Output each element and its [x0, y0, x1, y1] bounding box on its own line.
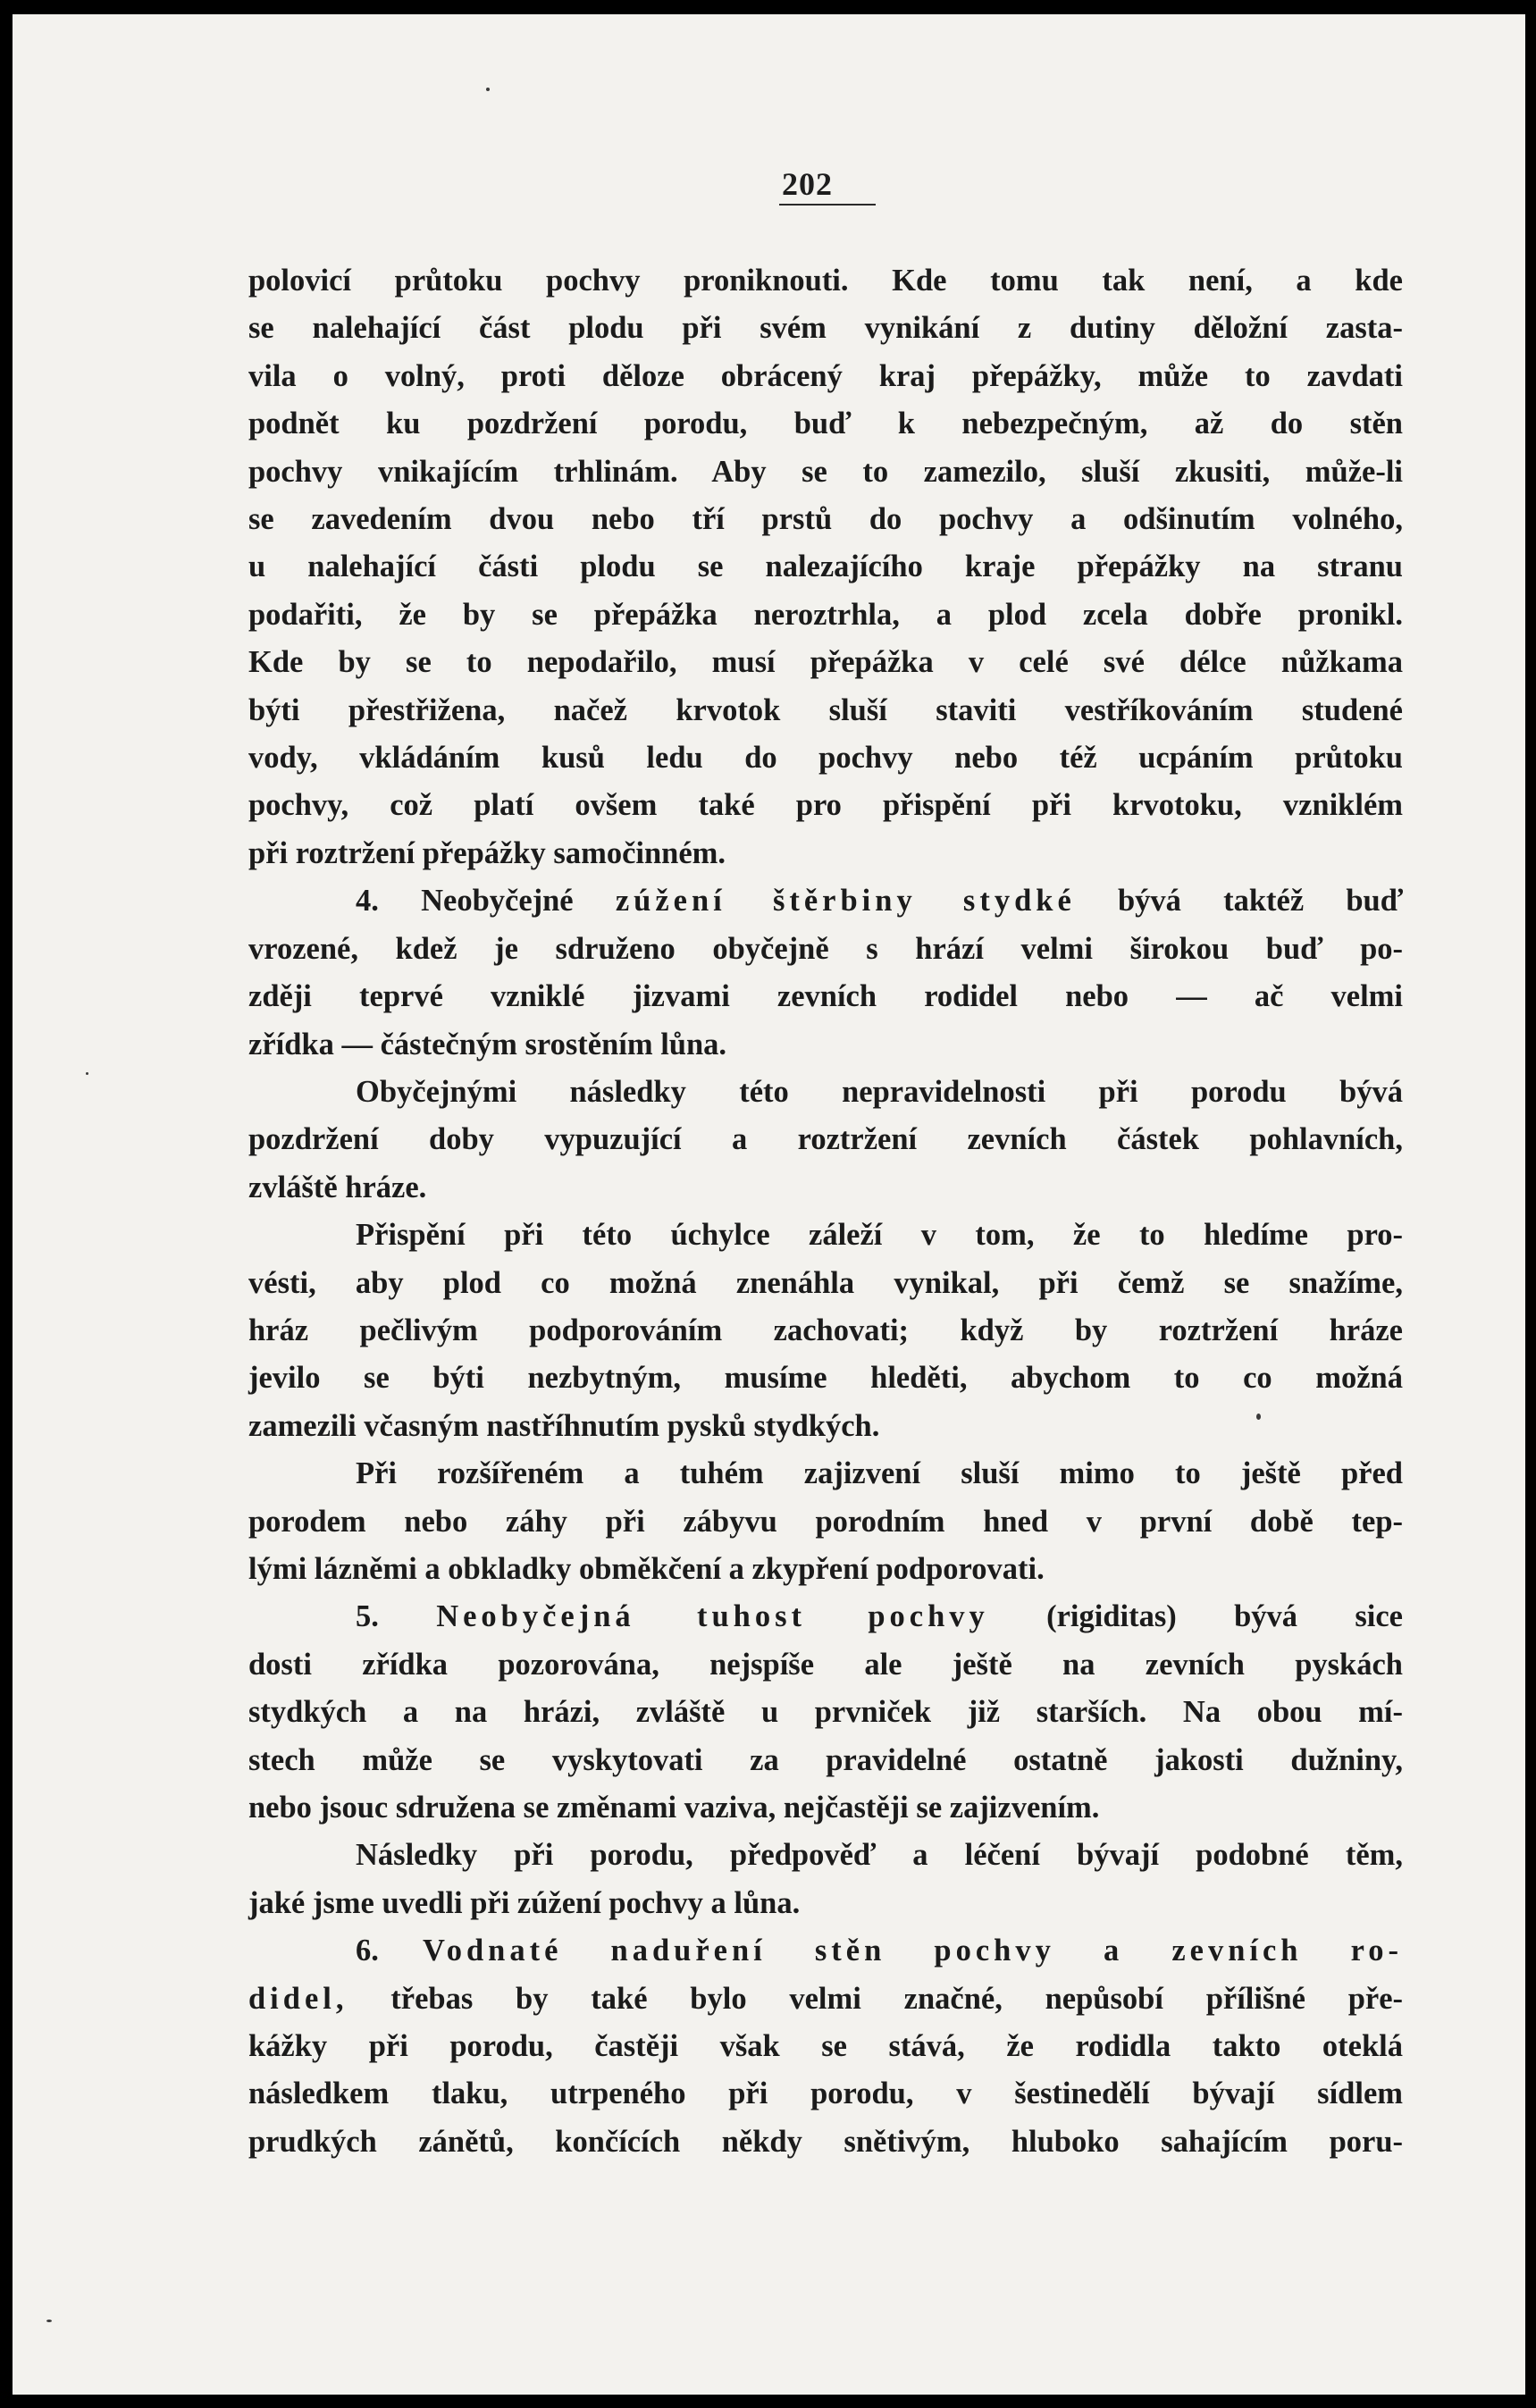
spaced-heading: Neobyčejná tuhost pochvy [436, 1599, 989, 1634]
paragraph-8 [248, 1927, 1403, 2166]
paragraph-3 [248, 1069, 1403, 1212]
text-line: jaké jsme uvedli při zúžení pochvy a lůna. [248, 1885, 801, 1920]
text-line: jevilo se býti nezbytným, musíme hleděti, abychom to co možná [248, 1361, 1403, 1396]
text-run: Při rozšířeném a tuhém zajizvení sluší mimo to ještě před [356, 1456, 1403, 1491]
text-line: vrozené, kdež je sdruženo obyčejně s hrází velmi širokou buď po- [248, 931, 1403, 966]
text-line: dosti zřídka pozorována, nejspíše ale ještě na zevních pyskách [248, 1647, 1403, 1682]
text-line: podařiti, že by se přepážka neroztrhla, a plod zcela dobře pronikl. [248, 597, 1403, 632]
text-run: Následky při porodu, předpověď a léčení bývají podobné těm, [356, 1838, 1403, 1873]
text-run: bývá taktéž buď [1117, 884, 1404, 919]
text-line: nebo jsouc sdružena se změnami vaziva, nejčastěji se zajizvením. [248, 1791, 1100, 1825]
text-line [248, 1832, 1403, 1879]
text-line: následkem tlaku, utrpeného při porodu, v šestinedělí bývají sídlem [248, 2077, 1403, 2111]
text-line: zději teprvé vzniklé jizvami zevních rodidel nebo — ač velmi [248, 979, 1403, 1014]
text-line: vésti, aby plod co možná znenáhla vynikal, při čemž se snažíme, [248, 1265, 1403, 1300]
lead-word: Neobyčejné [421, 884, 574, 919]
text-line: stech může se vyskytovati za pravidelné ostatně jakosti dužniny, [248, 1742, 1403, 1777]
scan-speck [1256, 1414, 1261, 1420]
text-line [248, 1976, 1403, 2023]
text-run: Přispění při této úchylce záleží v tom, že to hledíme pro- [356, 1218, 1403, 1253]
text-line: stydkých a na hrázi, zvláště u prvniček již starších. Na obou mí- [248, 1695, 1403, 1730]
text-line: pozdržení doby vypuzující a roztržení zevních částek pohlavních, [248, 1122, 1403, 1157]
paragraph-6 [248, 1593, 1403, 1832]
section-number: 6. [356, 1934, 379, 1968]
scan-speck [486, 88, 490, 91]
paragraph-2 [248, 877, 1403, 1069]
text-line: lými lázněmi a obkladky obměkčení a zkypření podporovati. [248, 1551, 1045, 1586]
spaced-heading: Vodnaté naduření stěn pochvy a zevních ro- [423, 1934, 1404, 1968]
section-number: 4. [356, 884, 379, 919]
text-line: polovicí průtoku pochvy proniknouti. Kde tomu tak není, a kde [248, 264, 1403, 298]
text-line [248, 1212, 1403, 1259]
text-line: u nalehající části plodu se nalezajícího kraje přepážky na stranu [248, 550, 1403, 584]
spaced-heading: zúžení štěrbiny stydké [615, 884, 1076, 919]
text-line: býti přestřižena, načež krvotok sluší staviti vestříkováním studené [248, 692, 1403, 727]
text-line: hráz pečlivým podporováním zachovati; když by roztržení hráze [248, 1313, 1403, 1347]
body-text [248, 257, 1403, 2166]
text-line: při roztržení přepážky samočinném. [248, 835, 726, 870]
text-run: (rigiditas) bývá sice [1046, 1599, 1403, 1634]
scan-speck [46, 2320, 52, 2322]
text-line: kážky při porodu, častěji však se stává, že rodidla takto oteklá [248, 2029, 1403, 2064]
text-line: podnět ku pozdržení porodu, buď k nebezpečným, až do stěn [248, 407, 1403, 441]
text-line: pochvy vnikajícím trhlinám. Aby se to zamezilo, sluší zkusiti, může-li [248, 454, 1403, 489]
page-number-rule [779, 204, 876, 206]
text-line: zřídka — částečným srostěním lůna. [248, 1027, 727, 1061]
scanned-page [13, 14, 1525, 2395]
text-line [248, 1450, 1403, 1498]
text-line: vody, vkládáním kusů ledu do pochvy nebo též ucpáním průtoku [248, 741, 1403, 776]
paragraph-4 [248, 1212, 1403, 1450]
paragraph-7 [248, 1832, 1403, 1927]
text-run: Obyčejnými následky této nepravidelnosti při porodu bývá [356, 1074, 1403, 1109]
scan-speck [86, 1072, 88, 1075]
text-line [248, 1927, 1403, 1975]
text-line: Kde by se to nepodařilo, musí přepážka v celé své délce nůžkama [248, 645, 1403, 680]
paragraph-5 [248, 1450, 1403, 1593]
text-line: zamezili včasným nastříhnutím pysků stydkých. [248, 1408, 880, 1443]
text-line: porodem nebo záhy při zábyvu porodním hned v první době tep- [248, 1504, 1403, 1539]
text-line: pochvy, což platí ovšem také pro přispění při krvotoku, vzniklém [248, 788, 1403, 823]
text-line: zvláště hráze. [248, 1170, 427, 1204]
page-number: 202 [782, 166, 833, 202]
text-line [248, 1593, 1403, 1640]
text-line [248, 877, 1403, 925]
text-line [248, 1069, 1403, 1116]
paragraph-1 [248, 257, 1403, 877]
text-line: se zavedením dvou nebo tří prstů do pochvy a odšinutím volného, [248, 502, 1403, 537]
text-run: třebas by také bylo velmi značné, nepůsobí přílišné pře- [390, 1981, 1403, 2016]
text-line: vila o volný, proti děloze obrácený kraj přepážky, může to zavdati [248, 358, 1403, 393]
section-number: 5. [356, 1599, 379, 1634]
text-line: se nalehající část plodu při svém vynikání z dutiny děložní zasta- [248, 311, 1403, 346]
spaced-heading: didel, [248, 1981, 348, 2016]
text-line: prudkých zánětů, končících někdy snětivým, hluboko sahajícím poru- [248, 2124, 1403, 2159]
